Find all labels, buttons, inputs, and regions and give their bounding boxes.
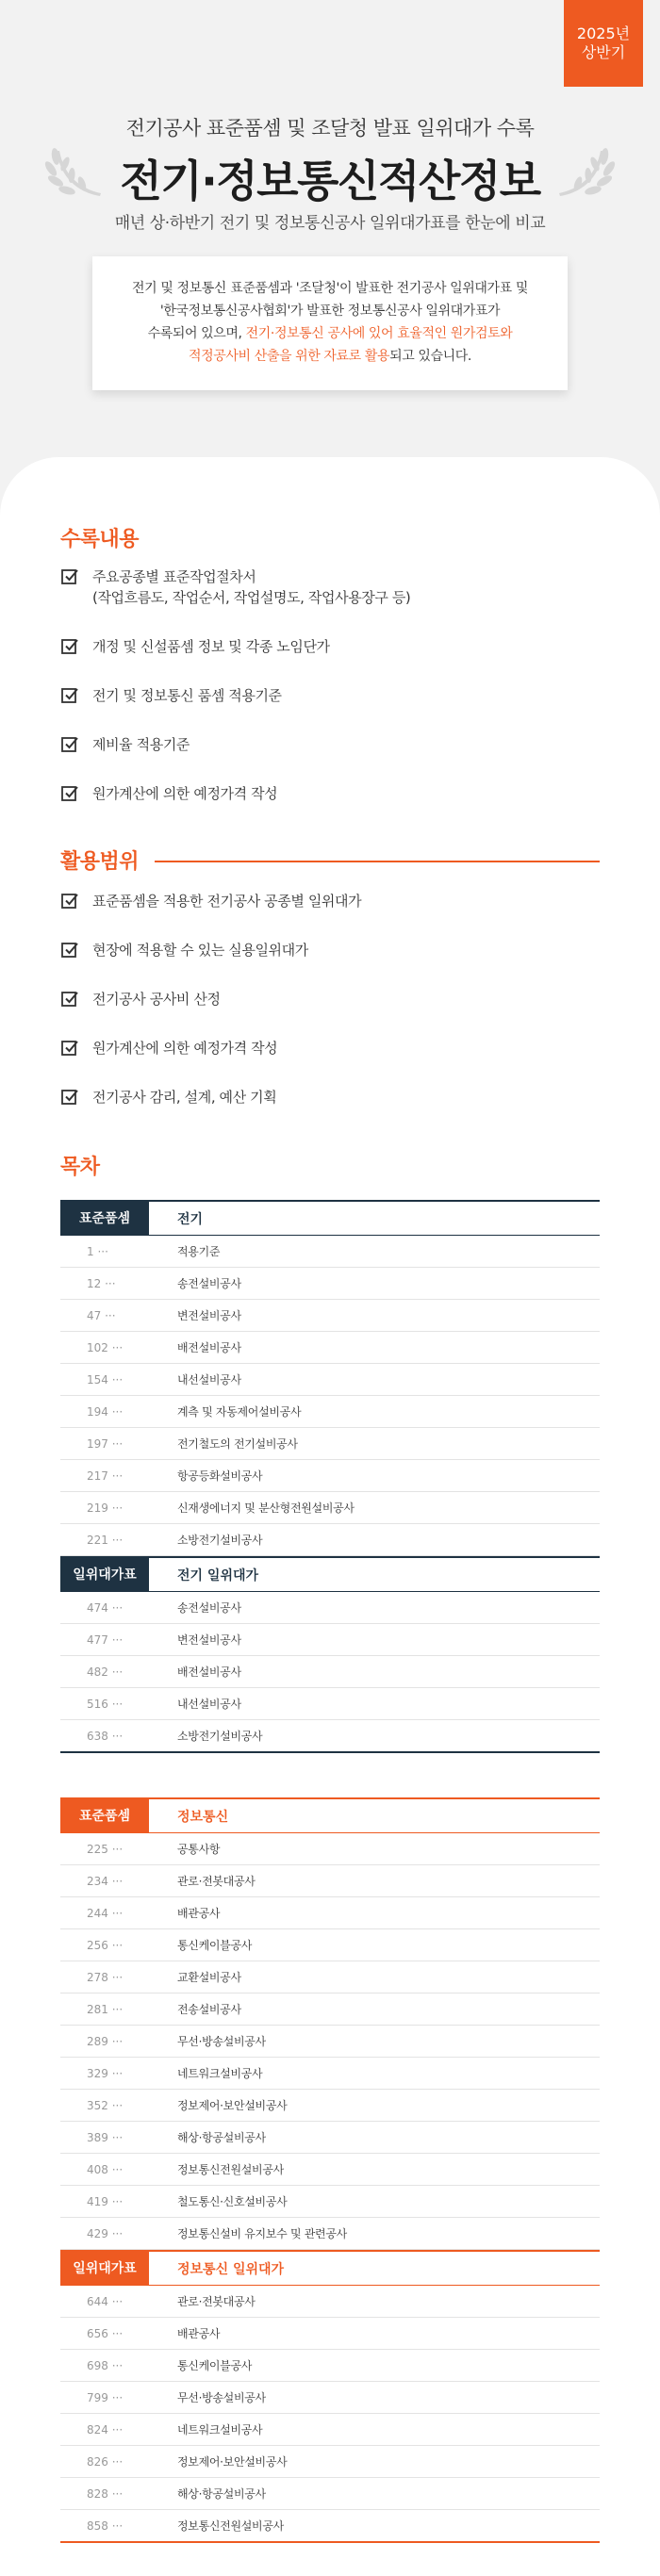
toc-row xyxy=(60,2382,600,2414)
scope-item xyxy=(60,1087,276,1108)
title-area xyxy=(0,141,660,207)
toc-row-page: 352 ··· xyxy=(87,2098,124,2112)
toc-row-page: 12 ··· xyxy=(87,1276,116,1290)
toc-row xyxy=(60,2414,600,2446)
toc-row xyxy=(60,1492,600,1524)
toc-row xyxy=(60,2318,600,2350)
toc-row xyxy=(60,1236,600,1268)
header xyxy=(0,0,660,457)
toc-row-name: 배전설비공사 xyxy=(177,1665,241,1679)
toc-row-page: 698 ··· xyxy=(87,2358,124,2372)
toc-row-name: 신재생에너지 및 분산형전원설비공사 xyxy=(177,1501,355,1515)
toc-group-header xyxy=(60,2250,600,2286)
contents-item xyxy=(60,636,330,657)
scope-item xyxy=(60,989,221,1009)
toc-group-name: 정보통신 일위대가 xyxy=(149,2250,600,2286)
toc-row-page: 516 ··· xyxy=(87,1697,124,1711)
checkbox-icon xyxy=(60,735,79,754)
badge-half: 상반기 xyxy=(581,43,626,61)
toc-row-name: 변전설비공사 xyxy=(177,1633,241,1647)
toc-row-page: 197 ··· xyxy=(87,1436,124,1451)
toc-row-page: 638 ··· xyxy=(87,1729,124,1743)
toc-group-name: 정보통신 xyxy=(149,1797,600,1833)
scope-item-text: 표준품셈을 적용한 전기공사 공종별 일위대가 xyxy=(92,893,362,910)
contents-item xyxy=(60,566,410,608)
toc-row xyxy=(60,1428,600,1460)
toc-row-page: 217 ··· xyxy=(87,1468,124,1483)
scope-item-text: 전기공사 감리, 설계, 예산 기획 xyxy=(92,1089,277,1106)
toc-row-name: 무선·방송설비공사 xyxy=(177,2035,266,2048)
toc-row-name: 배관공사 xyxy=(177,2327,221,2340)
toc-row xyxy=(60,2026,600,2058)
toc-row xyxy=(60,2154,600,2186)
toc-section-title: 목차 xyxy=(60,1156,100,1179)
page-tagline: 매년 상·하반기 전기 및 정보통신공사 일위대가표를 한눈에 비교 xyxy=(114,214,546,233)
toc-row-name: 네트워크설비공사 xyxy=(177,2423,263,2437)
toc-row-name: 관로·전봇대공사 xyxy=(177,1875,256,1888)
toc-row xyxy=(60,2218,600,2250)
toc-row-page: 256 ··· xyxy=(87,1938,124,1952)
toc-row xyxy=(60,1524,600,1556)
scope-section-title: 활용범위 xyxy=(60,850,140,874)
toc-row xyxy=(60,1720,600,1752)
toc-row-page: 858 ··· xyxy=(87,2519,124,2533)
toc-row xyxy=(60,1656,600,1688)
toc-row xyxy=(60,2478,600,2510)
toc-row-name: 변전설비공사 xyxy=(177,1309,241,1322)
toc-row-name: 통신케이블공사 xyxy=(177,2359,253,2372)
checkbox-icon xyxy=(60,637,79,656)
toc-row-name: 관로·전봇대공사 xyxy=(177,2295,256,2308)
checkbox-icon xyxy=(60,686,79,705)
contents-item xyxy=(60,783,277,804)
intro-text: 수록되어 있으며, xyxy=(147,326,246,341)
toc-row-page: 244 ··· xyxy=(87,1906,124,1920)
toc-row xyxy=(60,2058,600,2090)
toc-row-name: 내선설비공사 xyxy=(177,1698,241,1711)
toc-row-name: 공통사항 xyxy=(177,1843,221,1856)
toc-row-name: 정보통신설비 유지보수 및 관련공사 xyxy=(177,2227,347,2240)
contents-item-text: 제비율 적용기준 xyxy=(92,736,190,753)
toc-row-name: 소방전기설비공사 xyxy=(177,1730,263,1743)
toc-row-page: 154 ··· xyxy=(87,1372,124,1386)
toc-row-name: 정보제어·보안설비공사 xyxy=(177,2099,288,2112)
toc-row xyxy=(60,2122,600,2154)
intro-box xyxy=(92,256,568,390)
contents-item xyxy=(60,734,190,755)
contents-item-line: 주요공종별 표준작업절차서 xyxy=(92,568,256,585)
toc-row xyxy=(60,1460,600,1492)
toc-row-name: 내선설비공사 xyxy=(177,1373,241,1386)
toc-row-page: 656 ··· xyxy=(87,2326,124,2340)
toc-row-page: 219 ··· xyxy=(87,1501,124,1515)
toc-row-page: 221 ··· xyxy=(87,1533,124,1547)
toc-row-name: 교환설비공사 xyxy=(177,1971,241,1984)
toc-group-name: 전기 xyxy=(149,1200,600,1236)
toc-row-page: 799 ··· xyxy=(87,2390,124,2404)
toc-row xyxy=(60,2510,600,2542)
toc-row-page: 644 ··· xyxy=(87,2294,124,2308)
toc-row-page: 281 ··· xyxy=(87,2002,124,2016)
toc-row-name: 통신케이블공사 xyxy=(177,1939,253,1952)
toc-row-page: 102 ··· xyxy=(87,1340,124,1354)
contents-item-line: (작업흐름도, 작업순서, 작업설명도, 작업사용장구 등) xyxy=(92,589,411,606)
toc-row-page: 278 ··· xyxy=(87,1970,124,1984)
checkbox-icon xyxy=(60,990,79,1009)
toc-row-name: 전기철도의 전기설비공사 xyxy=(177,1437,298,1451)
toc-row xyxy=(60,2286,600,2318)
toc-row-name: 네트워크설비공사 xyxy=(177,2067,263,2080)
contents-item-text: 원가계산에 의한 예정가격 작성 xyxy=(92,785,278,802)
intro-highlight: 전기·정보통신 공사에 있어 효율적인 원가검토와 xyxy=(245,326,513,341)
toc-row-name: 소방전기설비공사 xyxy=(177,1534,263,1547)
toc-row-name: 항공등화설비공사 xyxy=(177,1469,263,1483)
checkbox-icon xyxy=(60,567,79,586)
toc-block-end-rule xyxy=(60,2541,600,2543)
toc-row-page: 1 ··· xyxy=(87,1244,108,1258)
toc-row-name: 무선·방송설비공사 xyxy=(177,2391,266,2404)
toc-group-header xyxy=(60,1797,600,1833)
toc-row-name: 정보통신전원설비공사 xyxy=(177,2519,284,2533)
toc-row-page: 477 ··· xyxy=(87,1633,124,1647)
toc-row xyxy=(60,1364,600,1396)
intro-highlight: 적정공사비 산출을 위한 자료로 활용 xyxy=(189,349,390,364)
intro-line xyxy=(92,345,568,368)
contents-item xyxy=(60,685,282,706)
intro-line xyxy=(92,322,568,345)
toc-row xyxy=(60,1897,600,1929)
toc-row-page: 474 ··· xyxy=(87,1600,124,1615)
toc-row-page: 419 ··· xyxy=(87,2194,124,2208)
intro-line: '한국정보통신공사협회'가 발표한 정보통신공사 일위대가표가 xyxy=(159,304,501,319)
checkbox-icon xyxy=(60,784,79,803)
toc-block-end-rule xyxy=(60,1751,600,1753)
toc-row-page: 408 ··· xyxy=(87,2162,124,2176)
toc-row xyxy=(60,2186,600,2218)
toc-row-page: 47 ··· xyxy=(87,1308,116,1322)
scope-item xyxy=(60,891,361,911)
toc-row-page: 824 ··· xyxy=(87,2422,124,2437)
checkbox-icon xyxy=(60,1039,79,1058)
toc-group-category: 일위대가표 xyxy=(60,1556,149,1592)
intro-line: 전기 및 정보통신 표준품셈과 '조달청'이 발표한 전기공사 일위대가표 및 xyxy=(132,281,528,296)
toc-row xyxy=(60,2090,600,2122)
toc-row xyxy=(60,1624,600,1656)
toc-row-name: 송전설비공사 xyxy=(177,1601,241,1615)
page-subtitle: 전기공사 표준품셈 및 조달청 발표 일위대가 수록 xyxy=(125,117,535,139)
toc-row xyxy=(60,1929,600,1961)
toc-row xyxy=(60,1396,600,1428)
toc-row-page: 389 ··· xyxy=(87,2130,124,2144)
scope-divider xyxy=(155,861,600,862)
toc-row xyxy=(60,2350,600,2382)
toc-row-page: 429 ··· xyxy=(87,2226,124,2240)
intro-text: 되고 있습니다. xyxy=(389,349,471,364)
toc-row-name: 정보통신전원설비공사 xyxy=(177,2163,284,2176)
toc-row-page: 828 ··· xyxy=(87,2486,124,2501)
toc-row-name: 계측 및 자동제어설비공사 xyxy=(177,1405,302,1419)
toc-row-page: 225 ··· xyxy=(87,1842,124,1856)
contents-item-text: 전기 및 정보통신 품셈 적용기준 xyxy=(92,687,282,704)
toc-row-name: 철도통신·신호설비공사 xyxy=(177,2195,288,2208)
toc-row-page: 329 ··· xyxy=(87,2066,124,2080)
toc-group-header xyxy=(60,1556,600,1592)
toc-group-category: 표준품셈 xyxy=(60,1200,149,1236)
toc-row-name: 배관공사 xyxy=(177,1907,221,1920)
contents-item-text xyxy=(92,566,410,608)
toc-row-page: 194 ··· xyxy=(87,1404,124,1419)
toc-row-name: 해상·항공설비공사 xyxy=(177,2131,266,2144)
toc-row-name: 전송설비공사 xyxy=(177,2003,241,2016)
toc-row-name: 배전설비공사 xyxy=(177,1341,241,1354)
scope-item-text: 원가계산에 의한 예정가격 작성 xyxy=(92,1040,278,1057)
toc-row-page: 826 ··· xyxy=(87,2454,124,2469)
toc-group-name: 전기 일위대가 xyxy=(149,1556,600,1592)
contents-section-title: 수록내용 xyxy=(60,528,140,551)
toc-row xyxy=(60,2446,600,2478)
toc-row-page: 482 ··· xyxy=(87,1665,124,1679)
toc-row xyxy=(60,1592,600,1624)
toc-row xyxy=(60,1688,600,1720)
toc-row-name: 해상·항공설비공사 xyxy=(177,2487,266,2501)
checkbox-icon xyxy=(60,1088,79,1107)
scope-item xyxy=(60,1038,277,1058)
badge-year: 2025년 xyxy=(576,25,631,42)
toc-row xyxy=(60,1268,600,1300)
checkbox-icon xyxy=(60,892,79,911)
toc-row xyxy=(60,1961,600,1994)
toc-row xyxy=(60,1332,600,1364)
toc-row-page: 234 ··· xyxy=(87,1874,124,1888)
content-panel xyxy=(0,457,660,2576)
toc-group-category: 표준품셈 xyxy=(60,1797,149,1833)
toc-row-name: 송전설비공사 xyxy=(177,1277,241,1290)
page-title: 전기·정보통신적산정보 xyxy=(120,156,540,206)
toc-row xyxy=(60,1994,600,2026)
contents-item-text: 개정 및 신설품셈 정보 및 각종 노임단가 xyxy=(92,638,330,655)
toc-row xyxy=(60,1865,600,1897)
toc-row xyxy=(60,1833,600,1865)
toc-row-name: 적용기준 xyxy=(177,1245,221,1258)
toc-row-name: 정보제어·보안설비공사 xyxy=(177,2455,288,2469)
scope-item-text: 전기공사 공사비 산정 xyxy=(92,991,221,1008)
scope-item xyxy=(60,940,308,960)
toc-group-header xyxy=(60,1200,600,1236)
toc-row xyxy=(60,1300,600,1332)
scope-item-text: 현장에 적용할 수 있는 실용일위대가 xyxy=(92,942,308,959)
toc-row-page: 289 ··· xyxy=(87,2034,124,2048)
toc-group-category: 일위대가표 xyxy=(60,2250,149,2286)
checkbox-icon xyxy=(60,941,79,960)
edition-badge xyxy=(564,0,643,87)
